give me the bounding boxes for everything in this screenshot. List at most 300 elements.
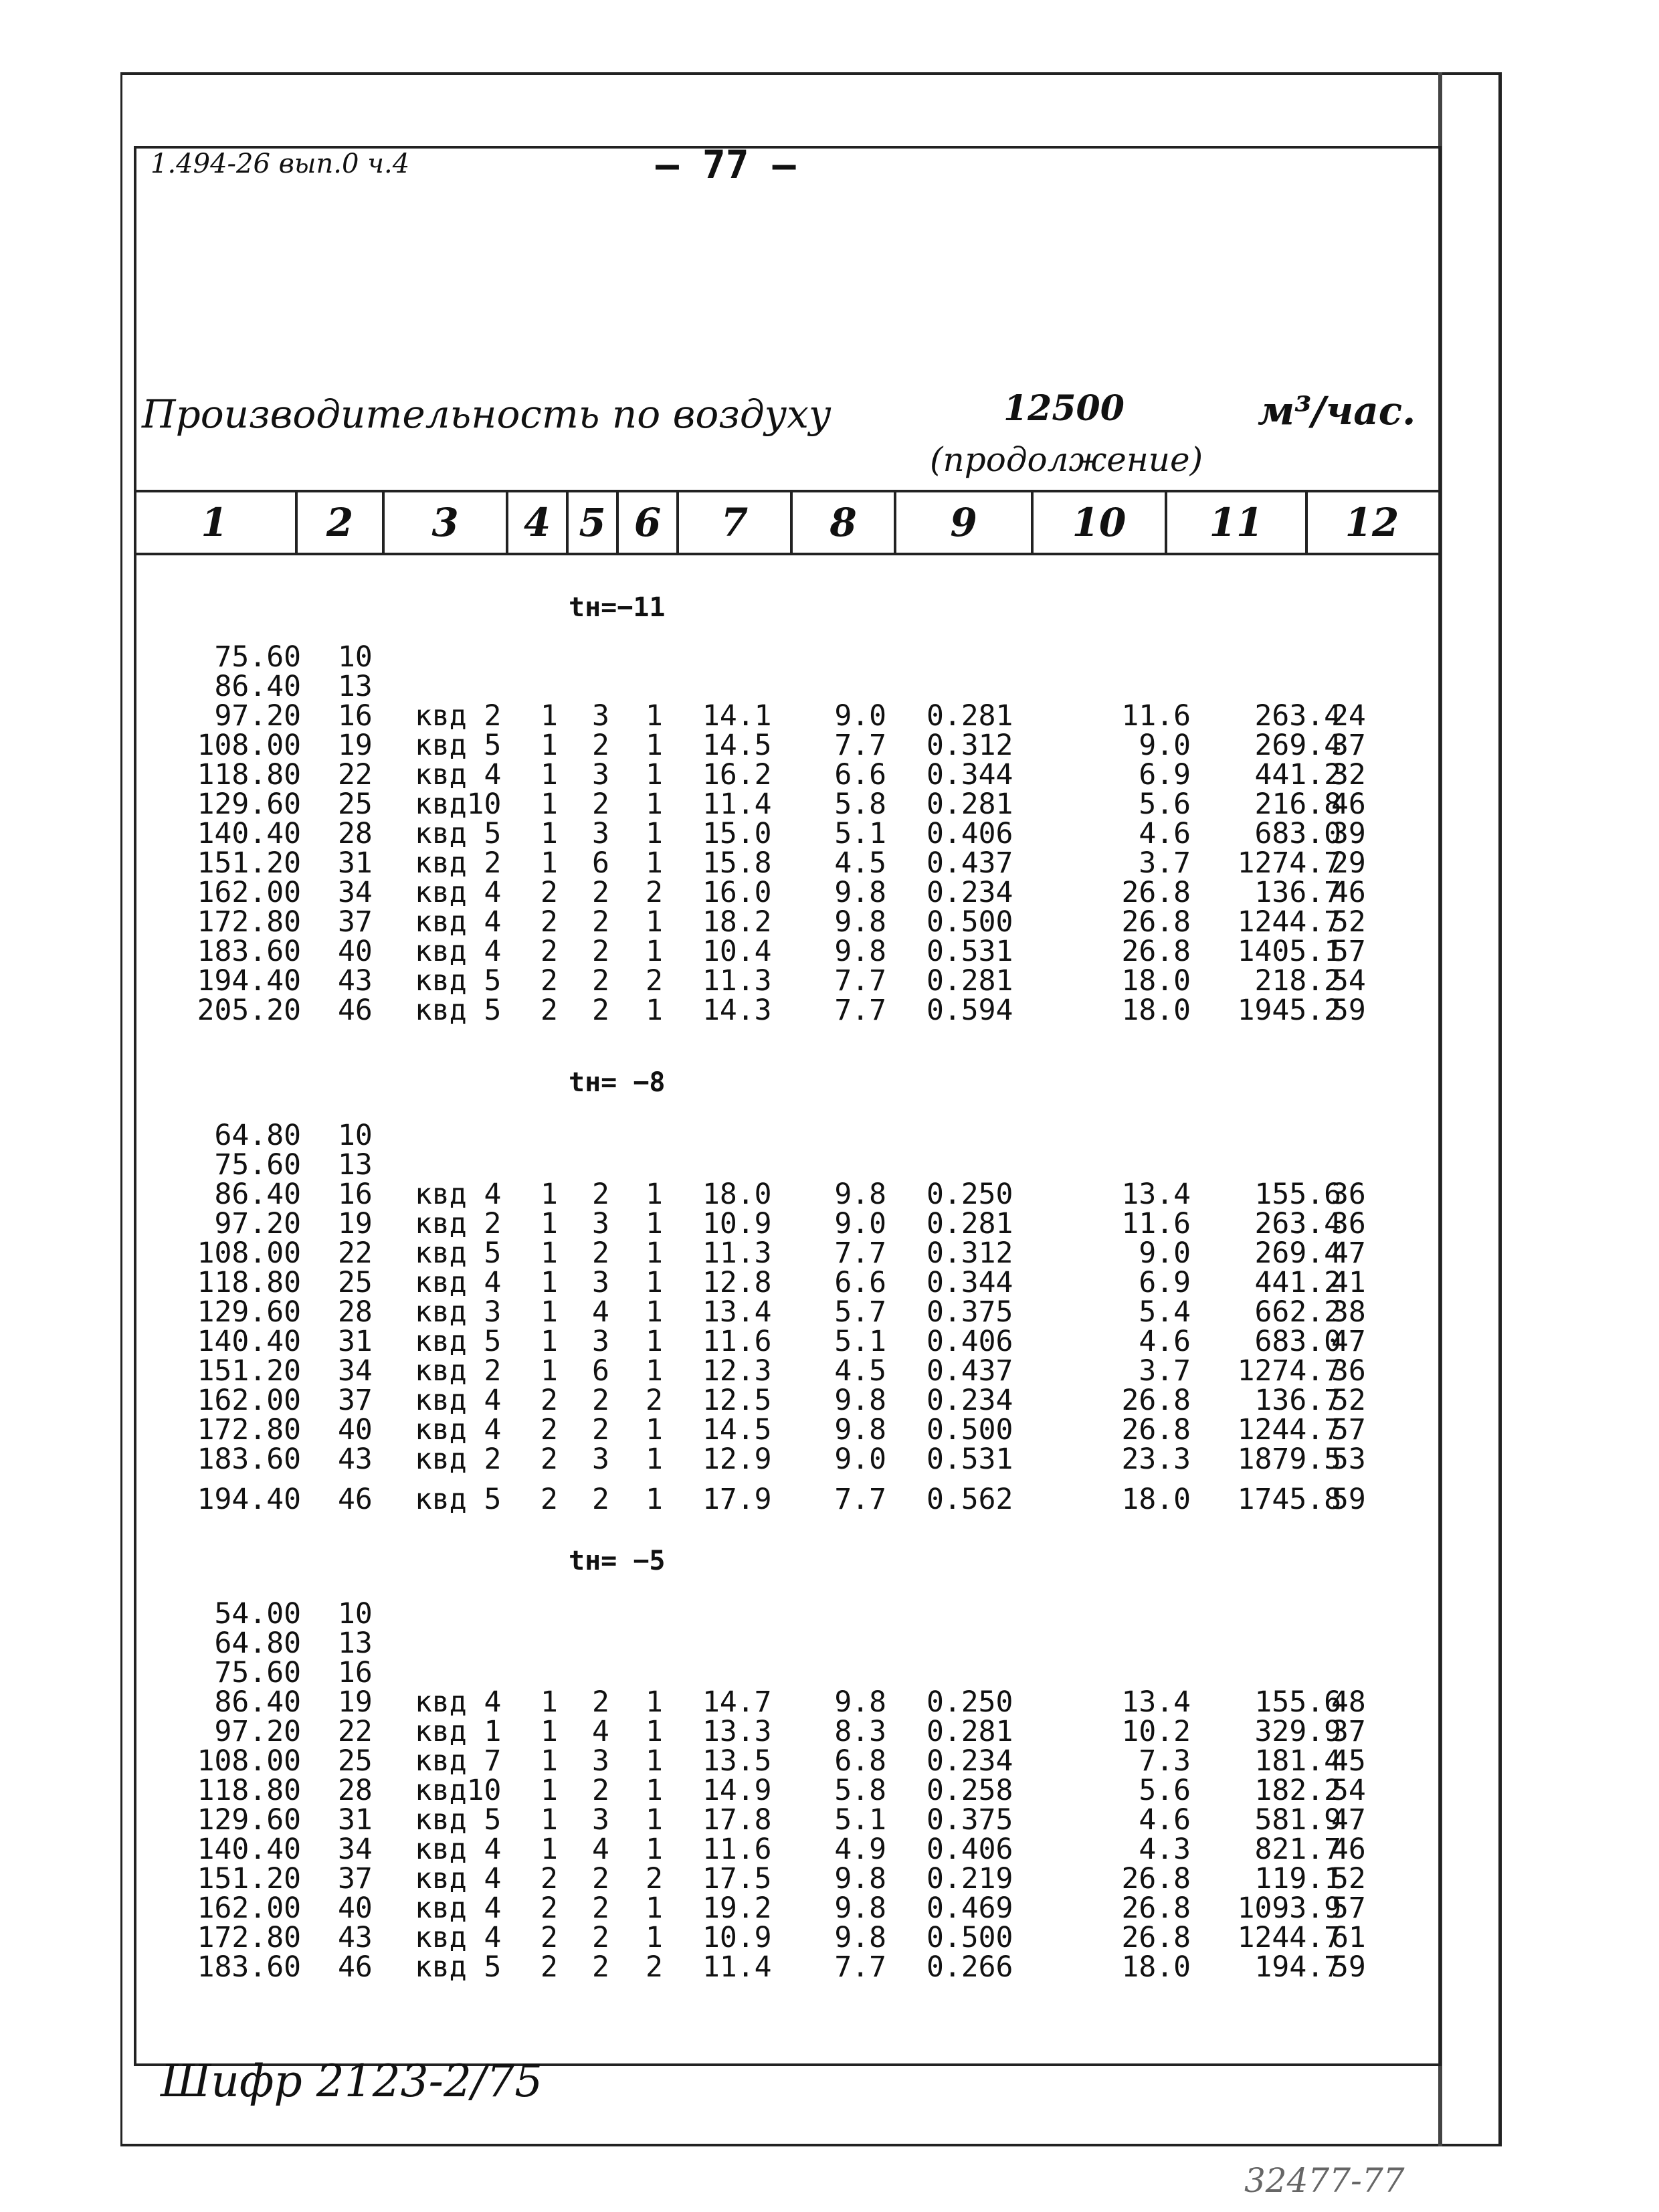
table-cell-col-1: 108.00	[197, 1236, 301, 1270]
table-cell-col-5: 2	[592, 876, 609, 909]
table-cell-col-6: 1	[646, 817, 663, 850]
table-cell-col-9: 0.469	[926, 1892, 1013, 1925]
table-cell-col-12: 37	[1331, 729, 1366, 762]
table-cell-col-6: 2	[646, 1950, 663, 1984]
table-cell-col-10: 13.4	[1121, 1178, 1191, 1211]
table-cell-col-12: 54	[1331, 964, 1366, 998]
table-row	[0, 1629, 1659, 1658]
table-cell-col-1: 97.20	[214, 699, 301, 733]
table-cell-col-7: 11.6	[702, 1833, 772, 1866]
table-cell-col-7: 15.8	[702, 846, 772, 880]
table-cell-col-7: 19.2	[702, 1892, 772, 1925]
table-cell-col-1: 140.40	[197, 1325, 301, 1358]
table-cell-col-8: 9.0	[834, 1443, 886, 1476]
table-cell-col-1: 194.40	[197, 964, 301, 998]
table-cell-col-9: 0.344	[926, 758, 1013, 792]
table-cell-col-3: квд 4	[415, 1413, 502, 1447]
table-cell-col-2: 40	[338, 1413, 373, 1447]
table-cell-col-6: 1	[646, 788, 663, 821]
section-label: tн=−11	[569, 592, 666, 623]
table-cell-col-12: 36	[1331, 1354, 1366, 1388]
table-cell-col-6: 2	[646, 1384, 663, 1417]
table-row	[0, 731, 1659, 760]
table-cell-col-1: 162.00	[197, 876, 301, 909]
table-cell-col-12: 46	[1331, 876, 1366, 909]
table-cell-col-8: 9.8	[834, 1685, 886, 1719]
table-cell-col-7: 13.4	[702, 1295, 772, 1329]
table-cell-col-9: 0.281	[926, 1207, 1013, 1240]
table-cell-col-11: 136.7	[1254, 1384, 1341, 1417]
table-cell-col-6: 1	[646, 1921, 663, 1954]
table-cell-col-12: 54	[1331, 1774, 1366, 1807]
table-cell-col-8: 5.1	[834, 1803, 886, 1837]
table-cell-col-11: 441.2	[1254, 758, 1341, 792]
table-cell-col-8: 9.8	[834, 1413, 886, 1447]
table-cell-col-10: 4.6	[1139, 1803, 1191, 1837]
table-cell-col-1: 183.60	[197, 1950, 301, 1984]
table-cell-col-5: 2	[592, 905, 609, 939]
table-cell-col-8: 6.6	[834, 758, 886, 792]
table-cell-col-11: 1274.7	[1237, 846, 1341, 880]
table-cell-col-9: 0.562	[926, 1483, 1013, 1516]
table-cell-col-7: 11.3	[702, 1236, 772, 1270]
table-cell-col-8: 4.5	[834, 1354, 886, 1388]
table-cell-col-6: 1	[646, 1774, 663, 1807]
table-cell-col-1: 194.40	[197, 1483, 301, 1516]
table-cell-col-1: 129.60	[197, 1295, 301, 1329]
table-cell-col-2: 37	[338, 1384, 373, 1417]
table-cell-col-1: 118.80	[197, 1266, 301, 1299]
table-cell-col-2: 34	[338, 876, 373, 909]
table-cell-col-3: квд 5	[415, 1483, 502, 1516]
table-cell-col-3: квд10	[415, 788, 502, 821]
table-cell-col-6: 1	[646, 1744, 663, 1778]
table-cell-col-9: 0.250	[926, 1178, 1013, 1211]
table-cell-col-8: 5.8	[834, 788, 886, 821]
table-cell-col-4: 1	[541, 1774, 558, 1807]
table-cell-col-12: 32	[1331, 758, 1366, 792]
table-cell-col-8: 7.7	[834, 729, 886, 762]
table-cell-col-12: 36	[1331, 1178, 1366, 1211]
table-cell-col-11: 662.2	[1254, 1295, 1341, 1329]
table-cell-col-6: 1	[646, 935, 663, 968]
table-cell-col-1: 140.40	[197, 1833, 301, 1866]
table-row	[0, 996, 1659, 1025]
table-cell-col-11: 269.4	[1254, 729, 1341, 762]
table-cell-col-2: 22	[338, 1715, 373, 1748]
table-cell-col-5: 3	[592, 1803, 609, 1837]
table-cell-col-9: 0.406	[926, 1325, 1013, 1358]
table-cell-col-4: 1	[541, 1178, 558, 1211]
table-cell-col-9: 0.437	[926, 846, 1013, 880]
table-cell-col-7: 17.5	[702, 1862, 772, 1896]
table-row	[0, 1150, 1659, 1180]
table-cell-col-1: 75.60	[214, 640, 301, 674]
table-cell-col-5: 2	[592, 1236, 609, 1270]
table-cell-col-3: квд 2	[415, 1443, 502, 1476]
column-header-12: 12	[1345, 500, 1399, 545]
table-cell-col-5: 2	[592, 1774, 609, 1807]
table-cell-col-11: 218.2	[1254, 964, 1341, 998]
table-row	[0, 966, 1659, 996]
table-cell-col-10: 26.8	[1121, 1862, 1191, 1896]
table-cell-col-2: 34	[338, 1833, 373, 1866]
table-cell-col-2: 40	[338, 1892, 373, 1925]
table-cell-col-2: 31	[338, 1803, 373, 1837]
table-cell-col-12: 59	[1331, 1483, 1366, 1516]
table-cell-col-4: 2	[541, 1950, 558, 1984]
archive-stamp: 32477-77	[1244, 2161, 1405, 2200]
table-cell-col-7: 12.9	[702, 1443, 772, 1476]
table-cell-col-10: 4.6	[1139, 817, 1191, 850]
table-cell-col-8: 9.8	[834, 1892, 886, 1925]
table-cell-col-1: 118.80	[197, 758, 301, 792]
table-cell-col-4: 1	[541, 817, 558, 850]
table-cell-col-7: 11.4	[702, 788, 772, 821]
table-cell-col-9: 0.531	[926, 935, 1013, 968]
table-row	[0, 1238, 1659, 1268]
table-cell-col-3: квд 4	[415, 758, 502, 792]
table-row	[0, 760, 1659, 790]
table-cell-col-2: 13	[338, 670, 373, 703]
table-cell-col-4: 1	[541, 1744, 558, 1778]
table-cell-col-1: 97.20	[214, 1207, 301, 1240]
table-cell-col-4: 1	[541, 1354, 558, 1388]
table-cell-col-10: 26.8	[1121, 1892, 1191, 1925]
table-cell-col-8: 5.8	[834, 1774, 886, 1807]
table-cell-col-7: 10.9	[702, 1207, 772, 1240]
table-cell-col-12: 48	[1331, 1685, 1366, 1719]
table-cell-col-7: 17.8	[702, 1803, 772, 1837]
table-row	[0, 1386, 1659, 1415]
table-cell-col-2: 34	[338, 1354, 373, 1388]
table-cell-col-7: 14.5	[702, 1413, 772, 1447]
column-header-1: 1	[134, 492, 298, 553]
table-row	[0, 1180, 1659, 1209]
table-cell-col-1: 118.80	[197, 1774, 301, 1807]
table-cell-col-12: 29	[1331, 846, 1366, 880]
table-cell-col-9: 0.406	[926, 817, 1013, 850]
table-cell-col-2: 28	[338, 1295, 373, 1329]
column-header-8: 8	[793, 492, 896, 553]
table-row	[0, 1599, 1659, 1629]
table-cell-col-6: 2	[646, 876, 663, 909]
table-cell-col-10: 5.4	[1139, 1295, 1191, 1329]
table-cell-col-2: 13	[338, 1148, 373, 1182]
table-cell-col-10: 9.0	[1139, 1236, 1191, 1270]
table-cell-col-7: 10.9	[702, 1921, 772, 1954]
table-cell-col-3: квд 3	[415, 1295, 502, 1329]
table-cell-col-1: 75.60	[214, 1148, 301, 1182]
table-row	[0, 907, 1659, 937]
table-cell-col-7: 17.9	[702, 1483, 772, 1516]
table-cell-col-3: квд 4	[415, 1833, 502, 1866]
table-cell-col-11: 263.4	[1254, 699, 1341, 733]
column-header-10: 10	[1034, 492, 1167, 553]
table-row	[0, 1776, 1659, 1805]
table-cell-col-4: 1	[541, 1236, 558, 1270]
table-cell-col-12: 61	[1331, 1921, 1366, 1954]
table-cell-col-11: 1405.1	[1237, 935, 1341, 968]
table-row	[0, 819, 1659, 848]
table-cell-col-2: 40	[338, 935, 373, 968]
table-cell-col-2: 28	[338, 1774, 373, 1807]
table-cell-col-1: 108.00	[197, 729, 301, 762]
table-cell-col-8: 5.1	[834, 817, 886, 850]
table-cell-col-10: 10.2	[1121, 1715, 1191, 1748]
table-cell-col-8: 7.7	[834, 1950, 886, 1984]
table-cell-col-4: 1	[541, 758, 558, 792]
table-row	[0, 1864, 1659, 1894]
table-cell-col-5: 3	[592, 1325, 609, 1358]
table-cell-col-6: 1	[646, 1178, 663, 1211]
table-cell-col-10: 18.0	[1121, 1950, 1191, 1984]
table-cell-col-2: 31	[338, 1325, 373, 1358]
table-cell-col-10: 23.3	[1121, 1443, 1191, 1476]
table-cell-col-3: квд 5	[415, 729, 502, 762]
table-cell-col-10: 26.8	[1121, 1921, 1191, 1954]
table-cell-col-1: 129.60	[197, 1803, 301, 1837]
table-row	[0, 1121, 1659, 1150]
table-cell-col-10: 4.6	[1139, 1325, 1191, 1358]
table-cell-col-2: 22	[338, 758, 373, 792]
table-cell-col-9: 0.312	[926, 1236, 1013, 1270]
table-cell-col-1: 172.80	[197, 905, 301, 939]
table-cell-col-11: 216.8	[1254, 788, 1341, 821]
table-cell-col-6: 1	[646, 1715, 663, 1748]
table-cell-col-5: 6	[592, 1354, 609, 1388]
table-cell-col-4: 1	[541, 1295, 558, 1329]
table-row	[0, 1952, 1659, 1982]
table-cell-col-7: 14.5	[702, 729, 772, 762]
table-cell-col-4: 2	[541, 994, 558, 1027]
table-cell-col-8: 9.8	[834, 935, 886, 968]
table-cell-col-6: 1	[646, 699, 663, 733]
table-cell-col-6: 1	[646, 1413, 663, 1447]
table-cell-col-2: 22	[338, 1236, 373, 1270]
table-cell-col-5: 2	[592, 964, 609, 998]
table-cell-col-1: 172.80	[197, 1413, 301, 1447]
table-cell-col-8: 7.7	[834, 1483, 886, 1516]
table-cell-col-9: 0.500	[926, 1921, 1013, 1954]
table-cell-col-10: 18.0	[1121, 964, 1191, 998]
table-row	[0, 1356, 1659, 1386]
table-row	[0, 1297, 1659, 1327]
table-cell-col-2: 46	[338, 1483, 373, 1516]
table-cell-col-8: 4.9	[834, 1833, 886, 1866]
table-cell-col-4: 2	[541, 964, 558, 998]
table-cell-col-9: 0.258	[926, 1774, 1013, 1807]
table-cell-col-12: 45	[1331, 1744, 1366, 1778]
table-cell-col-2: 28	[338, 817, 373, 850]
table-cell-col-9: 0.219	[926, 1862, 1013, 1896]
table-row	[0, 642, 1659, 672]
table-cell-col-11: 581.9	[1254, 1803, 1341, 1837]
table-cell-col-3: квд 4	[415, 1921, 502, 1954]
table-cell-col-6: 1	[646, 1354, 663, 1388]
column-header-3: 3	[385, 492, 508, 553]
table-cell-col-7: 13.5	[702, 1744, 772, 1778]
table-cell-col-4: 1	[541, 729, 558, 762]
table-cell-col-3: квд 2	[415, 1354, 502, 1388]
table-cell-col-7: 14.7	[702, 1685, 772, 1719]
table-cell-col-3: квд 4	[415, 1862, 502, 1896]
table-cell-col-12: 57	[1331, 1892, 1366, 1925]
table-cell-col-5: 3	[592, 817, 609, 850]
column-header-6: 6	[619, 492, 679, 553]
document-reference: 1.494-26 вып.0 ч.4	[151, 149, 410, 179]
table-cell-col-9: 0.437	[926, 1354, 1013, 1388]
table-cell-col-9: 0.266	[926, 1950, 1013, 1984]
table-cell-col-4: 2	[541, 905, 558, 939]
table-cell-col-5: 3	[592, 1266, 609, 1299]
table-cell-col-11: 263.4	[1254, 1207, 1341, 1240]
table-cell-col-12: 47	[1331, 1325, 1366, 1358]
table-cell-col-1: 108.00	[197, 1744, 301, 1778]
table-cell-col-4: 1	[541, 699, 558, 733]
table-cell-col-1: 205.20	[197, 994, 301, 1027]
table-cell-col-1: 97.20	[214, 1715, 301, 1748]
table-cell-col-12: 38	[1331, 1295, 1366, 1329]
table-cell-col-3: квд 4	[415, 1266, 502, 1299]
page-title: Производительность по воздуху	[142, 391, 832, 437]
table-cell-col-6: 1	[646, 1803, 663, 1837]
table-cell-col-11: 683.0	[1254, 1325, 1341, 1358]
table-row	[0, 1717, 1659, 1746]
table-cell-col-11: 136.7	[1254, 876, 1341, 909]
table-cell-col-7: 16.0	[702, 876, 772, 909]
table-cell-col-4: 1	[541, 1685, 558, 1719]
table-cell-col-12: 59	[1331, 1950, 1366, 1984]
table-cell-col-3: квд 4	[415, 1384, 502, 1417]
table-cell-col-5: 2	[592, 935, 609, 968]
table-cell-col-1: 151.20	[197, 1354, 301, 1388]
table-cell-col-11: 1244.7	[1237, 1413, 1341, 1447]
table-cell-col-8: 4.5	[834, 846, 886, 880]
table-cell-col-5: 2	[592, 994, 609, 1027]
table-cell-col-12: 53	[1331, 1443, 1366, 1476]
table-row	[0, 848, 1659, 878]
table-cell-col-6: 1	[646, 758, 663, 792]
table-cell-col-12: 37	[1331, 1715, 1366, 1748]
table-cell-col-1: 183.60	[197, 1443, 301, 1476]
table-cell-col-3: квд 5	[415, 964, 502, 998]
table-cell-col-3: квд 5	[415, 1325, 502, 1358]
table-cell-col-4: 2	[541, 1921, 558, 1954]
column-header-9: 9	[896, 492, 1034, 553]
table-cell-col-3: квд 5	[415, 1950, 502, 1984]
table-row	[0, 1485, 1659, 1514]
table-cell-col-8: 9.8	[834, 1178, 886, 1211]
table-cell-col-8: 9.8	[834, 1921, 886, 1954]
table-cell-col-10: 11.6	[1121, 1207, 1191, 1240]
table-row	[0, 1209, 1659, 1238]
table-row	[0, 701, 1659, 731]
column-header-11: 11	[1167, 492, 1308, 553]
table-cell-col-4: 2	[541, 1862, 558, 1896]
table-cell-col-3: квд 2	[415, 846, 502, 880]
table-cell-col-8: 5.7	[834, 1295, 886, 1329]
table-row	[0, 1327, 1659, 1356]
table-cell-col-3: квд 5	[415, 1236, 502, 1270]
table-cell-col-6: 1	[646, 1236, 663, 1270]
table-cell-col-9: 0.281	[926, 964, 1013, 998]
section-label: tн= −5	[569, 1546, 666, 1576]
table-cell-col-12: 46	[1331, 1833, 1366, 1866]
table-cell-col-5: 2	[592, 1413, 609, 1447]
table-cell-col-10: 18.0	[1121, 994, 1191, 1027]
table-cell-col-2: 37	[338, 905, 373, 939]
table-cell-col-3: квд 5	[415, 817, 502, 850]
table-cell-col-2: 16	[338, 699, 373, 733]
table-cell-col-7: 12.3	[702, 1354, 772, 1388]
table-cell-col-9: 0.234	[926, 1744, 1013, 1778]
table-cell-col-2: 31	[338, 846, 373, 880]
table-cell-col-9: 0.250	[926, 1685, 1013, 1719]
table-cell-col-5: 2	[592, 1950, 609, 1984]
table-cell-col-2: 25	[338, 1744, 373, 1778]
table-cell-col-4: 1	[541, 1266, 558, 1299]
table-cell-col-5: 2	[592, 729, 609, 762]
table-cell-col-2: 19	[338, 729, 373, 762]
table-cell-col-1: 64.80	[214, 1119, 301, 1152]
table-row	[0, 672, 1659, 701]
table-cell-col-12: 59	[1331, 994, 1366, 1027]
table-cell-col-6: 1	[646, 729, 663, 762]
table-cell-col-7: 12.5	[702, 1384, 772, 1417]
table-cell-col-9: 0.312	[926, 729, 1013, 762]
table-cell-col-5: 2	[592, 1384, 609, 1417]
column-header-5: 5	[569, 492, 619, 553]
table-cell-col-10: 4.3	[1139, 1833, 1191, 1866]
table-cell-col-6: 1	[646, 1295, 663, 1329]
table-cell-col-1: 151.20	[197, 1862, 301, 1896]
table-cell-col-12: 47	[1331, 1803, 1366, 1837]
table-cell-col-9: 0.234	[926, 1384, 1013, 1417]
table-cell-col-12: 57	[1331, 935, 1366, 968]
cipher-label: Шифр 2123-2/75	[161, 2055, 543, 2107]
table-cell-col-8: 7.7	[834, 1236, 886, 1270]
table-cell-col-7: 10.4	[702, 935, 772, 968]
table-cell-col-1: 75.60	[214, 1656, 301, 1689]
table-cell-col-4: 1	[541, 1715, 558, 1748]
flow-unit: м³/час.	[1258, 388, 1416, 434]
table-cell-col-12: 36	[1331, 1207, 1366, 1240]
table-cell-col-7: 15.0	[702, 817, 772, 850]
table-cell-col-5: 3	[592, 1443, 609, 1476]
table-cell-col-11: 1093.9	[1237, 1892, 1341, 1925]
table-cell-col-3: квд 7	[415, 1744, 502, 1778]
table-cell-col-12: 39	[1331, 817, 1366, 850]
table-cell-col-9: 0.375	[926, 1295, 1013, 1329]
table-cell-col-10: 26.8	[1121, 1413, 1191, 1447]
table-cell-col-5: 4	[592, 1833, 609, 1866]
table-cell-col-5: 2	[592, 1892, 609, 1925]
table-cell-col-11: 1945.2	[1237, 994, 1341, 1027]
table-cell-col-12: 52	[1331, 905, 1366, 939]
table-cell-col-4: 2	[541, 1384, 558, 1417]
table-cell-col-1: 86.40	[214, 1685, 301, 1719]
table-cell-col-5: 3	[592, 758, 609, 792]
table-cell-col-9: 0.281	[926, 699, 1013, 733]
table-cell-col-4: 2	[541, 876, 558, 909]
table-cell-col-9: 0.531	[926, 1443, 1013, 1476]
table-cell-col-4: 1	[541, 1833, 558, 1866]
table-cell-col-8: 9.8	[834, 876, 886, 909]
table-cell-col-1: 64.80	[214, 1627, 301, 1660]
table-cell-col-10: 26.8	[1121, 905, 1191, 939]
table-cell-col-1: 140.40	[197, 817, 301, 850]
